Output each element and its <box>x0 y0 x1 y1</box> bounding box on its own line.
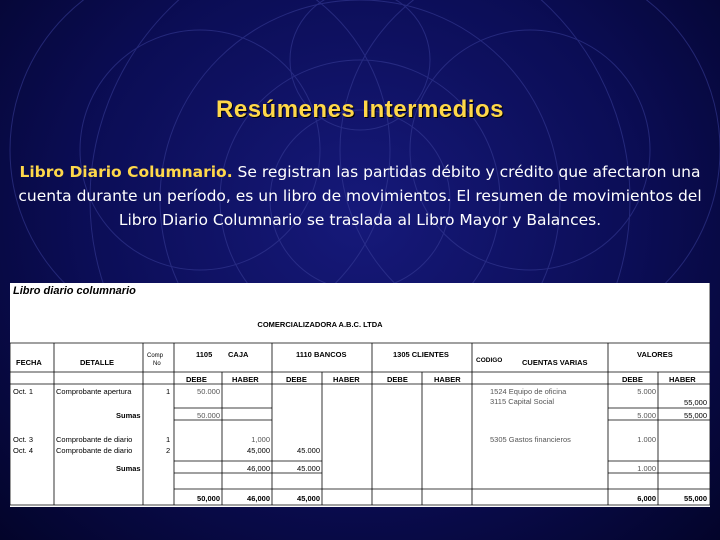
header-cuentas-varias: CUENTAS VARIAS <box>522 358 588 367</box>
sumas2-bancos-debe: 45.000 <box>297 464 320 473</box>
row3-detalle: Comprobante de diario <box>56 435 133 444</box>
total-valores-debe: 6,000 <box>637 494 656 503</box>
header-clientes-haber: HABER <box>434 375 461 384</box>
sumas2-label: Sumas <box>116 464 141 473</box>
header-valores-haber: HABER <box>669 375 696 384</box>
company-name: COMERCIALIZADORA A.B.C. LTDA <box>257 320 383 329</box>
header-detalle: DETALLE <box>80 358 115 367</box>
row3-cuenta: 5305 Gastos financieros <box>490 435 571 444</box>
header-clientes-debe: DEBE <box>387 375 408 384</box>
total-valores-haber: 55,000 <box>684 494 707 503</box>
sumas2-valores-debe: 1.000 <box>637 464 656 473</box>
row4-bancos-debe: 45.000 <box>297 446 320 455</box>
header-caja: CAJA <box>228 350 249 359</box>
row2-cuenta: 3115 Capital Social <box>490 397 555 406</box>
row4-caja-haber: 45,000 <box>247 446 270 455</box>
total-bancos-debe: 45,000 <box>297 494 320 503</box>
row1-cuenta: 1524 Equipo de oficina <box>490 387 567 396</box>
ledger-sheet <box>10 283 710 507</box>
body-text: Se registran las partidas débito y crédito que afectaron una cuenta durante un período, es un libro de movimientos. El resumen de movimientos del Libro Diario Columnario se traslada al Libro Mayor y Balances. <box>18 163 702 229</box>
row1-comp: 1 <box>166 387 171 396</box>
row2-valores-haber: 55,000 <box>684 398 707 407</box>
slide-body <box>8 160 712 232</box>
header-valores: VALORES <box>637 350 673 359</box>
total-caja-debe: 50,000 <box>197 494 220 503</box>
header-valores-debe: DEBE <box>622 375 643 384</box>
header-bancos: 1110 BANCOS <box>296 350 347 359</box>
header-caja-haber: HABER <box>232 375 259 384</box>
header-codigo: CODIGO <box>476 357 503 364</box>
row4-fecha: Oct. 4 <box>13 446 34 455</box>
sumas1-valores-haber: 55,000 <box>684 411 707 420</box>
header-fecha: FECHA <box>16 358 42 367</box>
row3-caja-haber: 1,000 <box>251 435 270 444</box>
ledger-title: Libro diario columnario <box>13 285 136 297</box>
row1-valores-debe: 5.000 <box>637 387 656 396</box>
header-bancos-debe: DEBE <box>286 375 307 384</box>
header-clientes: 1305 CLIENTES <box>393 350 449 359</box>
sumas1-valores-debe: 5.000 <box>637 411 656 420</box>
header-bancos-haber: HABER <box>333 375 360 384</box>
row3-comp: 1 <box>166 435 171 444</box>
sumas1-label: Sumas <box>116 411 141 420</box>
header-caja-debe: DEBE <box>186 375 207 384</box>
total-caja-haber: 46,000 <box>247 494 270 503</box>
header-caja-code: 1105 <box>196 350 213 359</box>
row4-detalle: Comprobante de diario <box>56 446 133 455</box>
sumas1-caja-debe: 50.000 <box>197 411 220 420</box>
row4-comp: 2 <box>166 446 171 455</box>
row1-fecha: Oct. 1 <box>13 387 34 396</box>
row1-detalle: Comprobante apertura <box>56 387 132 396</box>
sumas2-caja-haber: 46,000 <box>247 464 270 473</box>
slide-title: Resúmenes Intermedios <box>216 96 504 123</box>
row3-fecha: Oct. 3 <box>13 435 34 444</box>
header-comp-no: No <box>153 361 161 367</box>
body-lead: Libro Diario Columnario. <box>19 163 233 181</box>
header-comp: Comp <box>147 353 164 359</box>
row1-caja-debe: 50.000 <box>197 387 220 396</box>
row3-valores-debe: 1.000 <box>637 435 656 444</box>
